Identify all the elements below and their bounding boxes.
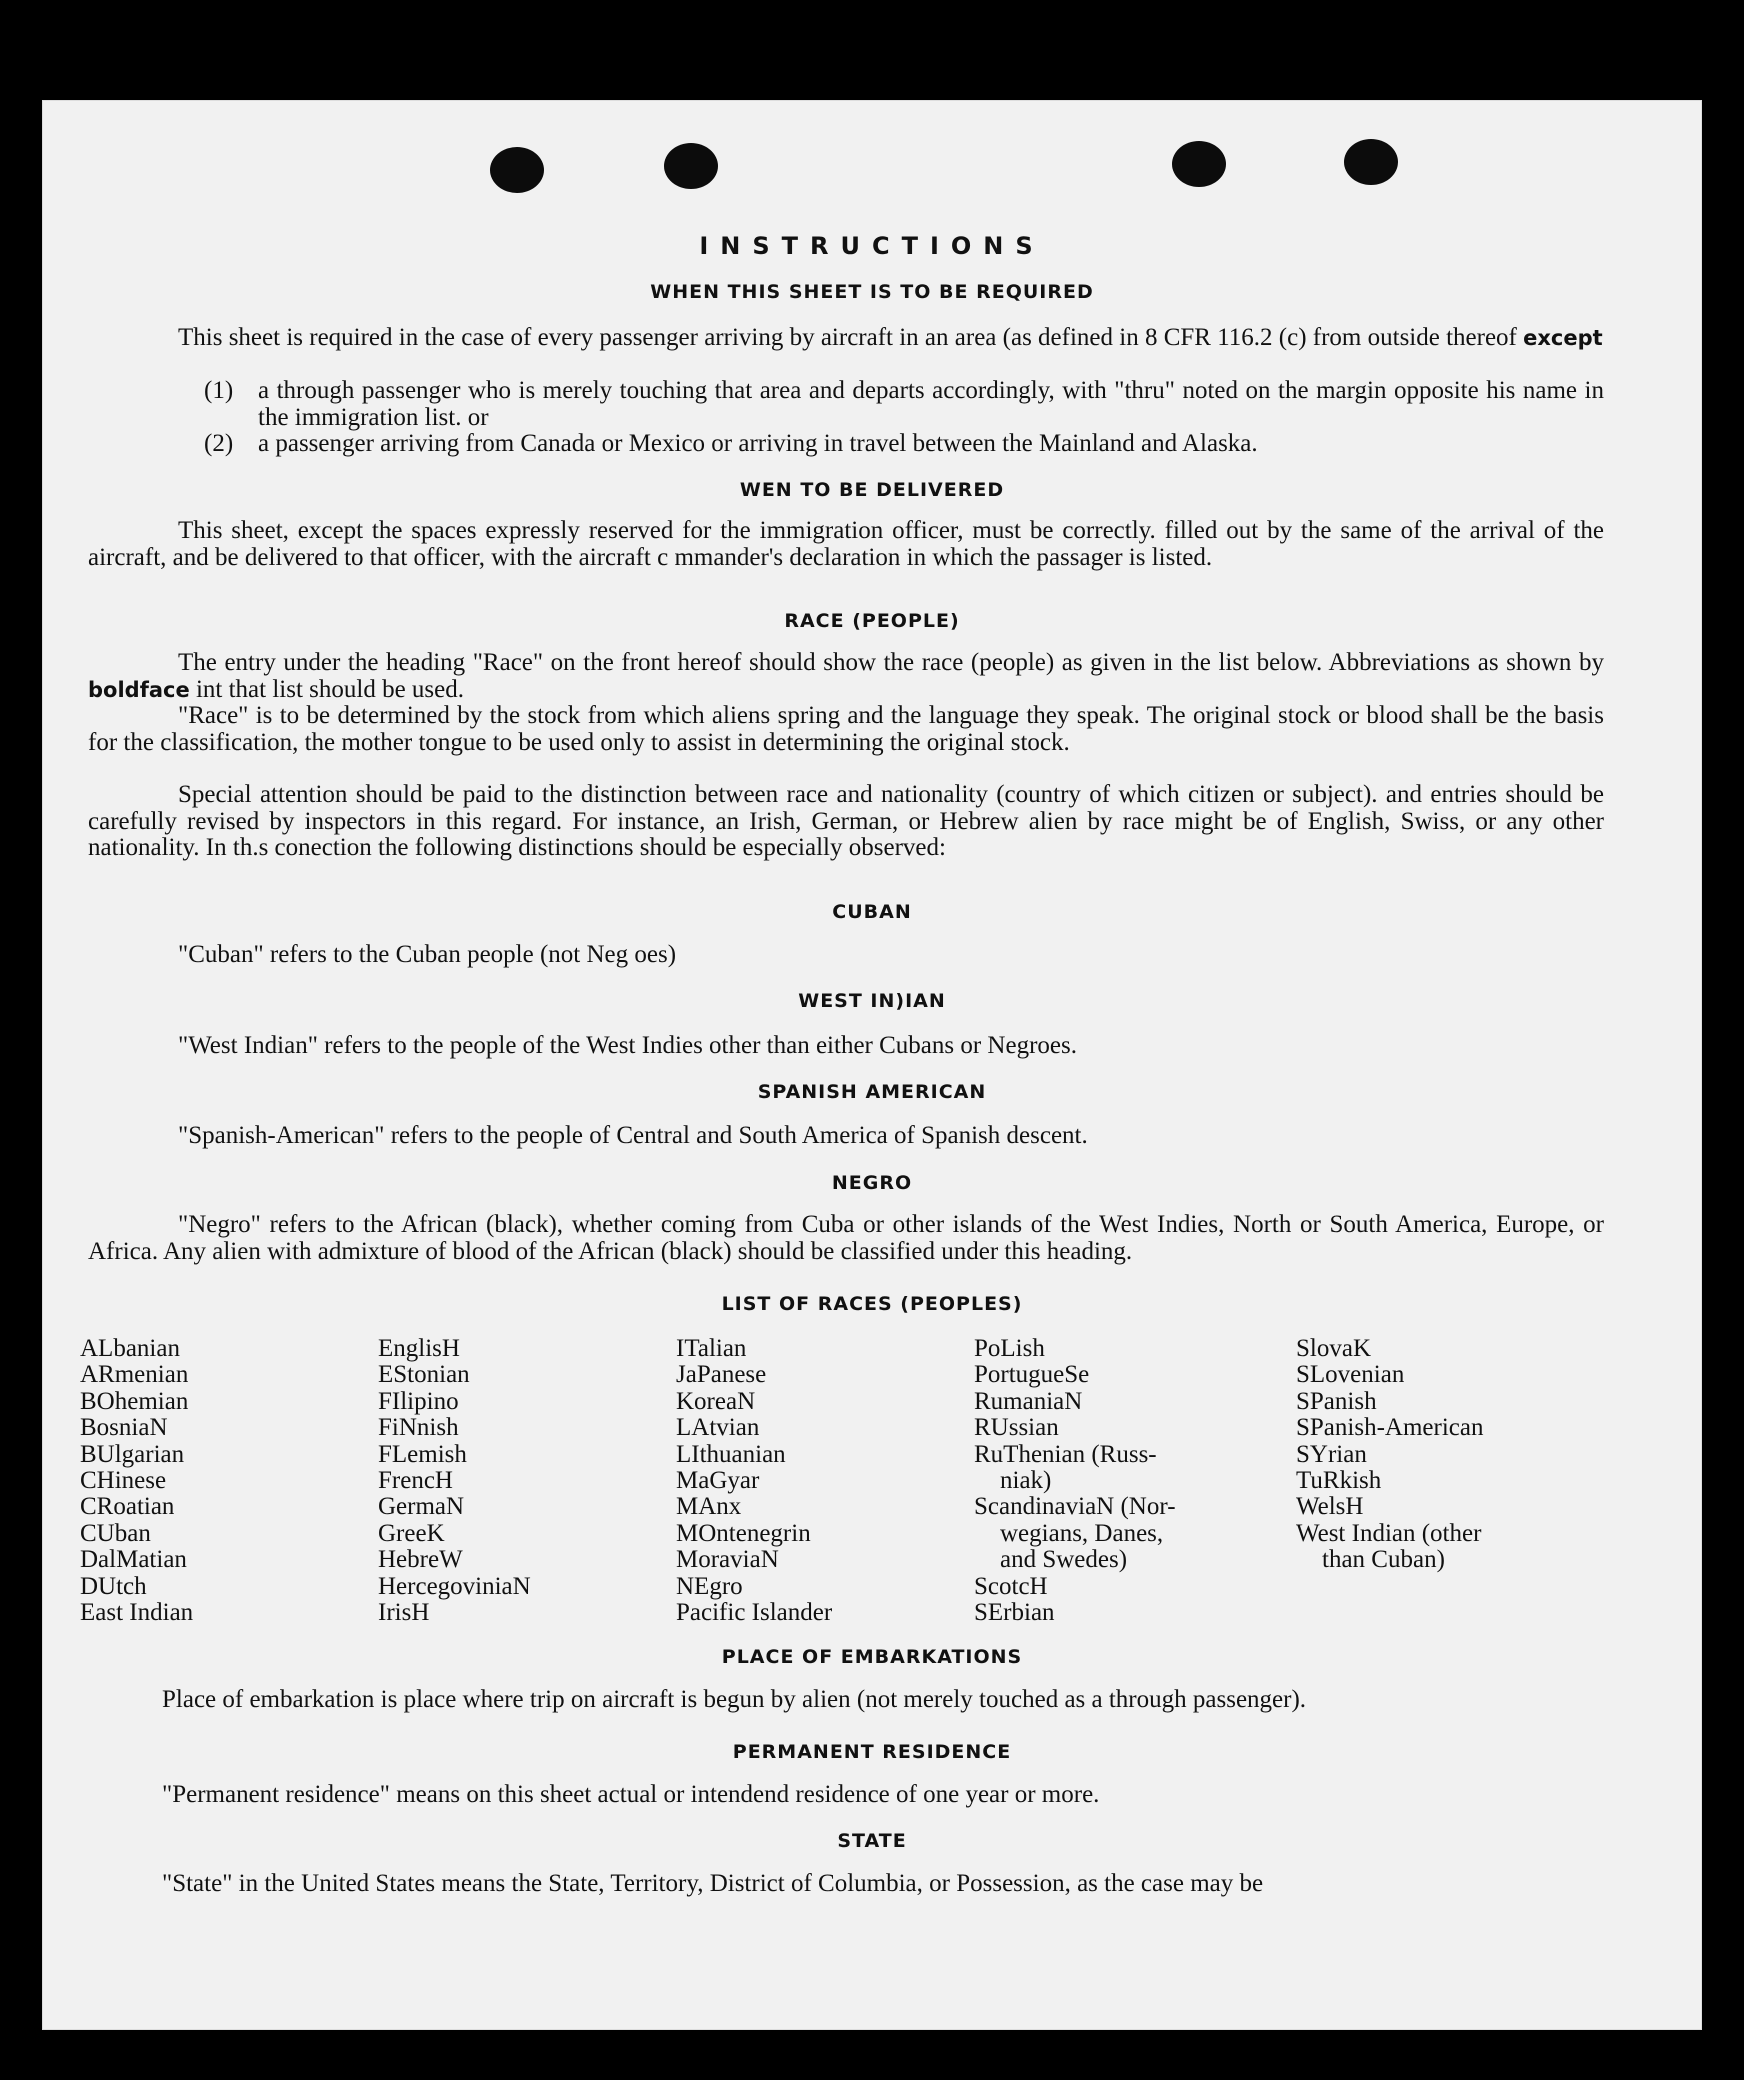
race-item: East Indian <box>80 1599 194 1627</box>
race-item: CUban <box>80 1519 151 1547</box>
race-column-2 <box>378 1336 531 1626</box>
west-indian-text: "West Indian" refers to the people of the West Indies other than either Cubans or Negroes. <box>178 1032 1077 1059</box>
race-item: ScandinaviaN (Nor- <box>974 1493 1176 1521</box>
race-item: SYrian <box>1296 1440 1367 1468</box>
race-column-3 <box>676 1336 832 1626</box>
race-item: DalMatian <box>80 1546 187 1574</box>
punch-hole-2 <box>664 143 718 189</box>
race-item: ARmenian <box>80 1361 189 1389</box>
page-title: INSTRUCTIONS <box>699 232 1045 260</box>
heading-permanent-residence: PERMANENT RESIDENCE <box>732 1741 1012 1763</box>
race-item: RumaniaN <box>974 1387 1083 1415</box>
race-item: CHinese <box>80 1467 167 1495</box>
race-item: FrencH <box>378 1467 453 1495</box>
document-sheet <box>42 100 1702 2030</box>
heading-state: STATE <box>837 1830 907 1852</box>
race-item: PoLish <box>974 1335 1045 1362</box>
race-item: JaPanese <box>676 1361 767 1389</box>
race-item: CRoatian <box>80 1493 175 1521</box>
paragraph-state <box>80 1871 1588 1898</box>
item-2-text: a passenger arriving from Canada or Mexico or arriving in travel between the Mainland and Alaska. <box>258 430 1258 457</box>
paragraph-race-3 <box>88 782 1604 862</box>
heading-west-indian: WEST IN)IAN <box>798 990 946 1012</box>
race-item: HebreW <box>378 1546 463 1574</box>
race-item: PortugueSe <box>974 1361 1090 1389</box>
race-item: MAnx <box>676 1493 742 1521</box>
race-item: SlovaK <box>1296 1335 1371 1362</box>
race-item: SPanish-American <box>1296 1414 1484 1442</box>
race-item: TuRkish <box>1296 1467 1382 1495</box>
except-word: except <box>1523 326 1603 350</box>
race-item: ALbanian <box>80 1335 180 1362</box>
required-intro-text: This sheet is required in the case of every passenger arriving by aircraft in an area (as defined in 8 CFR 116.2 (c) from outside thereof <box>178 324 1517 351</box>
race-item: DUtch <box>80 1572 147 1600</box>
race-item: FiNnish <box>378 1414 459 1442</box>
paragraph-spanish-american <box>88 1123 1604 1150</box>
punch-hole-3 <box>1172 141 1226 187</box>
race-item: NEgro <box>676 1572 743 1600</box>
race-item: than Cuban) <box>1322 1546 1445 1574</box>
race-p1-text: The entry under the heading "Race" on the front hereof should show the race (people) as given in the list below. Abbreviations as shown by <box>178 649 1604 676</box>
race-p2-text: "Race" is to be determined by the stock from which aliens spring and the language they speak. The original stock or blood shall be the basis for the classification, the mother tongue to be used only to assist in determining the original stock. <box>88 702 1604 756</box>
negro-text: "Negro" refers to the African (black), whether coming from Cuba or other islands of the West Indies, North or South America, Europe, or Africa. Any alien with admixture of blood of the African (black) should be classified under this heading. <box>88 1211 1604 1265</box>
race-item: LAtvian <box>676 1414 760 1442</box>
race-item: SPanish <box>1296 1387 1377 1415</box>
race-item: BosniaN <box>80 1414 168 1442</box>
item-1-number: (1) <box>204 377 234 404</box>
paragraph-west-indian <box>88 1033 1604 1060</box>
race-item: ITalian <box>676 1335 747 1362</box>
paragraph-race-2 <box>88 703 1604 756</box>
race-column-4 <box>974 1336 1176 1626</box>
race-item: niak) <box>1000 1467 1052 1495</box>
race-item: MOntenegrin <box>676 1519 811 1547</box>
race-item: SErbian <box>974 1599 1055 1627</box>
race-item: HercegoviniaN <box>378 1572 531 1600</box>
heading-cuban: CUBAN <box>832 901 912 923</box>
state-text: "State" in the United States means the State, Territory, District of Columbia, or Possession, as the case may be <box>162 1870 1264 1897</box>
item-2-number: (2) <box>204 430 234 457</box>
cuban-text: "Cuban" refers to the Cuban people (not Neg oes) <box>178 941 677 968</box>
spanish-american-text: "Spanish-American" refers to the people of Central and South America of Spanish descent. <box>178 1122 1088 1149</box>
race-item: GreeK <box>378 1519 445 1547</box>
race-p3-text: Special attention should be paid to the distinction between race and nationality (country of which citizen or subject). and entries should be carefully revised by inspectors in this regard. For instance, an Irish, German, or Hebrew alien by race might be of English, Swiss, or any other nationality. In th.s conection the following distinctions should be especially observed: <box>88 781 1604 861</box>
paragraph-embarkation <box>80 1687 1588 1714</box>
paragraph-race-1 <box>88 650 1604 703</box>
punch-hole-1 <box>490 147 544 193</box>
heading-delivered: WEN TO BE DELIVERED <box>739 479 1005 501</box>
race-p1-after: int that list should be used. <box>195 675 464 703</box>
race-item: FLemish <box>378 1440 467 1468</box>
paragraph-residence <box>80 1782 1588 1809</box>
heading-spanish-american: SPANISH AMERICAN <box>757 1081 987 1103</box>
race-item: FIlipino <box>378 1387 459 1415</box>
heading-race: RACE (PEOPLE) <box>784 610 960 632</box>
paragraph-cuban <box>88 942 1604 969</box>
race-item: IrisH <box>378 1599 430 1627</box>
race-item: SLovenian <box>1296 1361 1405 1389</box>
heading-required: WHEN THIS SHEET IS TO BE REQUIRED <box>650 281 1094 303</box>
race-item: MoraviaN <box>676 1546 779 1574</box>
embarkation-text: Place of embarkation is place where trip on aircraft is begun by alien (not merely touched as a through passenger). <box>162 1686 1307 1713</box>
race-item: ScotcH <box>974 1572 1048 1600</box>
paragraph-delivered <box>88 518 1604 571</box>
residence-text: "Permanent residence" means on this sheet actual or intendend residence of one year or more. <box>162 1781 1100 1808</box>
race-item: KoreaN <box>676 1387 756 1415</box>
race-item: BUlgarian <box>80 1440 185 1468</box>
race-item: and Swedes) <box>1000 1546 1128 1574</box>
race-column-5 <box>1296 1336 1483 1574</box>
race-item: EStonian <box>378 1361 470 1389</box>
heading-list-of-races: LIST OF RACES (PEOPLES) <box>721 1293 1023 1315</box>
heading-embarkation: PLACE OF EMBARKATIONS <box>721 1646 1023 1668</box>
race-item: Pacific Islander <box>676 1599 833 1627</box>
race-item: BOhemian <box>80 1387 189 1415</box>
race-item: GermaN <box>378 1493 465 1521</box>
race-item: MaGyar <box>676 1467 760 1495</box>
race-item: West Indian (other <box>1296 1519 1482 1547</box>
race-item: EnglisH <box>378 1335 460 1362</box>
race-column-1 <box>80 1336 193 1626</box>
punch-hole-4 <box>1344 139 1398 185</box>
race-item: RUssian <box>974 1414 1059 1442</box>
race-item: RuThenian (Russ- <box>974 1440 1157 1468</box>
paragraph-negro <box>88 1212 1604 1265</box>
race-item: WelsH <box>1296 1493 1364 1521</box>
race-item: wegians, Danes, <box>1000 1519 1164 1547</box>
item-1-text: a through passenger who is merely touching that area and departs accordingly, with "thru" noted on the margin opposite his name in the immigration list. or <box>258 377 1604 431</box>
paragraph-required-intro <box>88 325 1604 352</box>
delivered-text: This sheet, except the spaces expressly reserved for the immigration officer, must be correctly. filled out by the same of the arrival of the aircraft, and be delivered to that officer, with the aircraft c mmander's declaration in which the passager is listed. <box>88 517 1604 571</box>
heading-negro: NEGRO <box>831 1172 913 1194</box>
race-item: LIthuanian <box>676 1440 786 1468</box>
boldface-word: boldface <box>88 677 190 702</box>
